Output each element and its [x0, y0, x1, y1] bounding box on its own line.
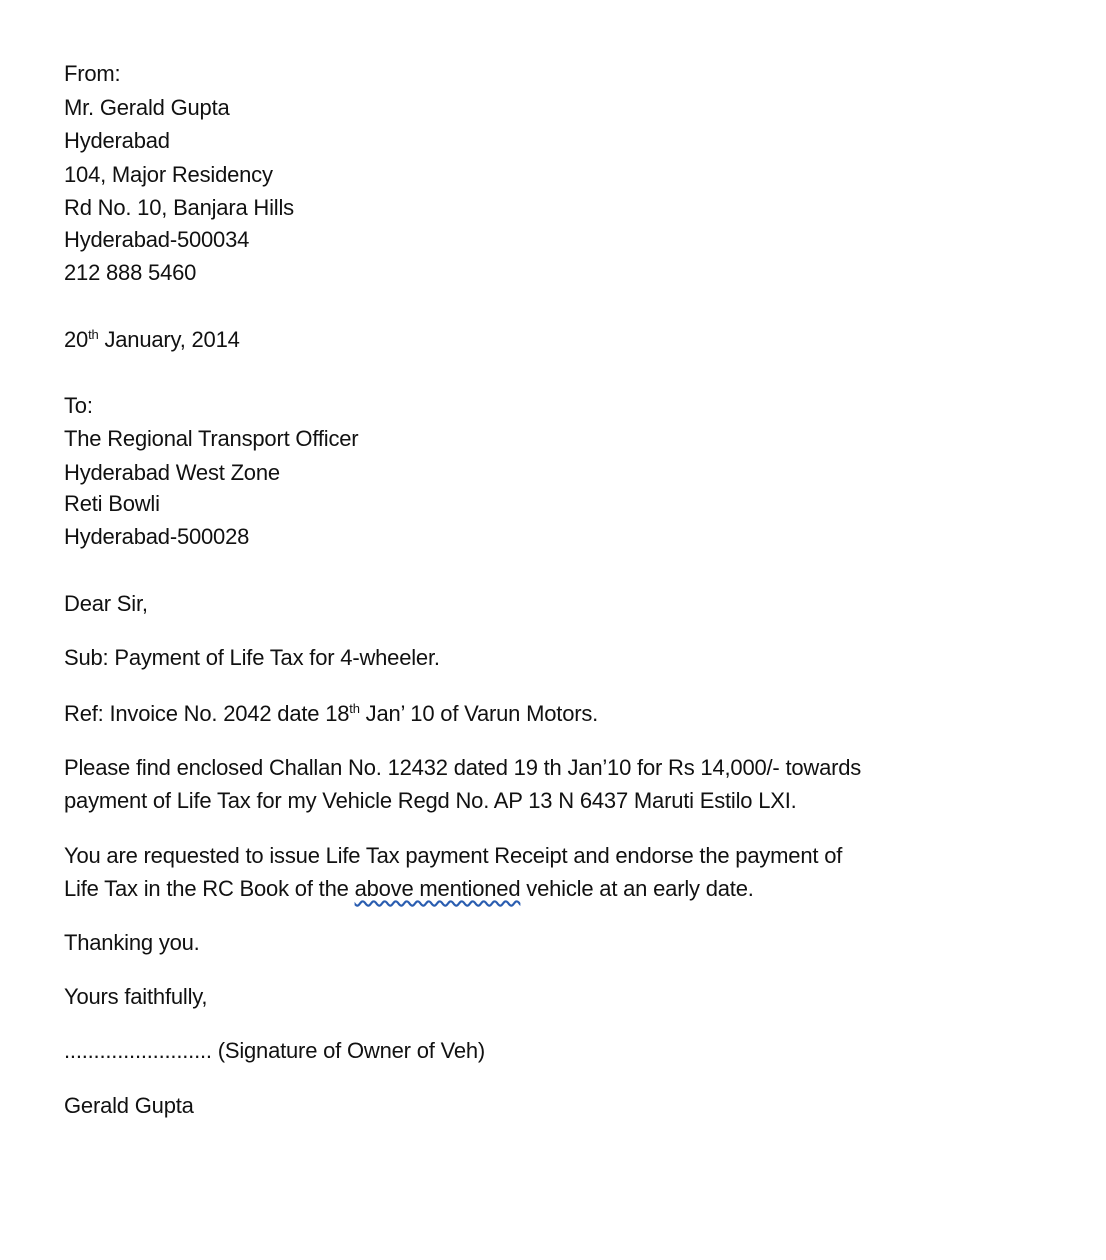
- sender-phone: 212 888 5460: [64, 260, 197, 285]
- reference-line: [64, 700, 598, 728]
- sender-name: Mr. Gerald Gupta: [64, 95, 230, 120]
- subject-line: Sub: Payment of Life Tax for 4-wheeler.: [64, 645, 440, 670]
- recipient-title: The Regional Transport Officer: [64, 426, 359, 451]
- body-paragraph1-line1: Please find enclosed Challan No. 12432 dated 19 th Jan’10 for Rs 14,000/- towards: [64, 755, 862, 780]
- body-paragraph2-after: vehicle at an early date.: [520, 876, 754, 901]
- signature-line: ......................... (Signature of Owner of Veh): [64, 1038, 486, 1063]
- body-paragraph2-line2: [64, 875, 754, 903]
- letter-date: [64, 326, 240, 354]
- thanks-line: Thanking you.: [64, 930, 200, 955]
- date-rest: January, 2014: [104, 327, 240, 352]
- sender-city: Hyderabad: [64, 128, 170, 153]
- signer-name: Gerald Gupta: [64, 1093, 194, 1118]
- sender-address-line3: Hyderabad-500034: [64, 227, 250, 252]
- body-paragraph2-before: Life Tax in the RC Book of the: [64, 876, 355, 901]
- from-label: From:: [64, 61, 121, 86]
- salutation: Dear Sir,: [64, 591, 148, 616]
- recipient-zone: Hyderabad West Zone: [64, 460, 280, 485]
- recipient-area: Reti Bowli: [64, 491, 160, 516]
- reference-before: Ref: Invoice No. 2042 date 18: [64, 701, 350, 726]
- closing-line: Yours faithfully,: [64, 984, 208, 1009]
- sender-address-line1: 104, Major Residency: [64, 162, 273, 187]
- body-paragraph2-line1: You are requested to issue Life Tax payment Receipt and endorse the payment of: [64, 843, 843, 868]
- to-label: To:: [64, 393, 93, 418]
- date-suffix: th: [88, 327, 99, 342]
- reference-suffix: th: [349, 701, 360, 716]
- sender-address-line2: Rd No. 10, Banjara Hills: [64, 195, 294, 220]
- reference-after: Jan’ 10 of Varun Motors.: [359, 701, 599, 726]
- spellcheck-underlined-text: above mentioned: [354, 876, 521, 901]
- body-paragraph1-line2: payment of Life Tax for my Vehicle Regd No. AP 13 N 6437 Maruti Estilo LXI.: [64, 788, 797, 813]
- recipient-city: Hyderabad-500028: [64, 524, 250, 549]
- date-day: 20: [64, 327, 89, 352]
